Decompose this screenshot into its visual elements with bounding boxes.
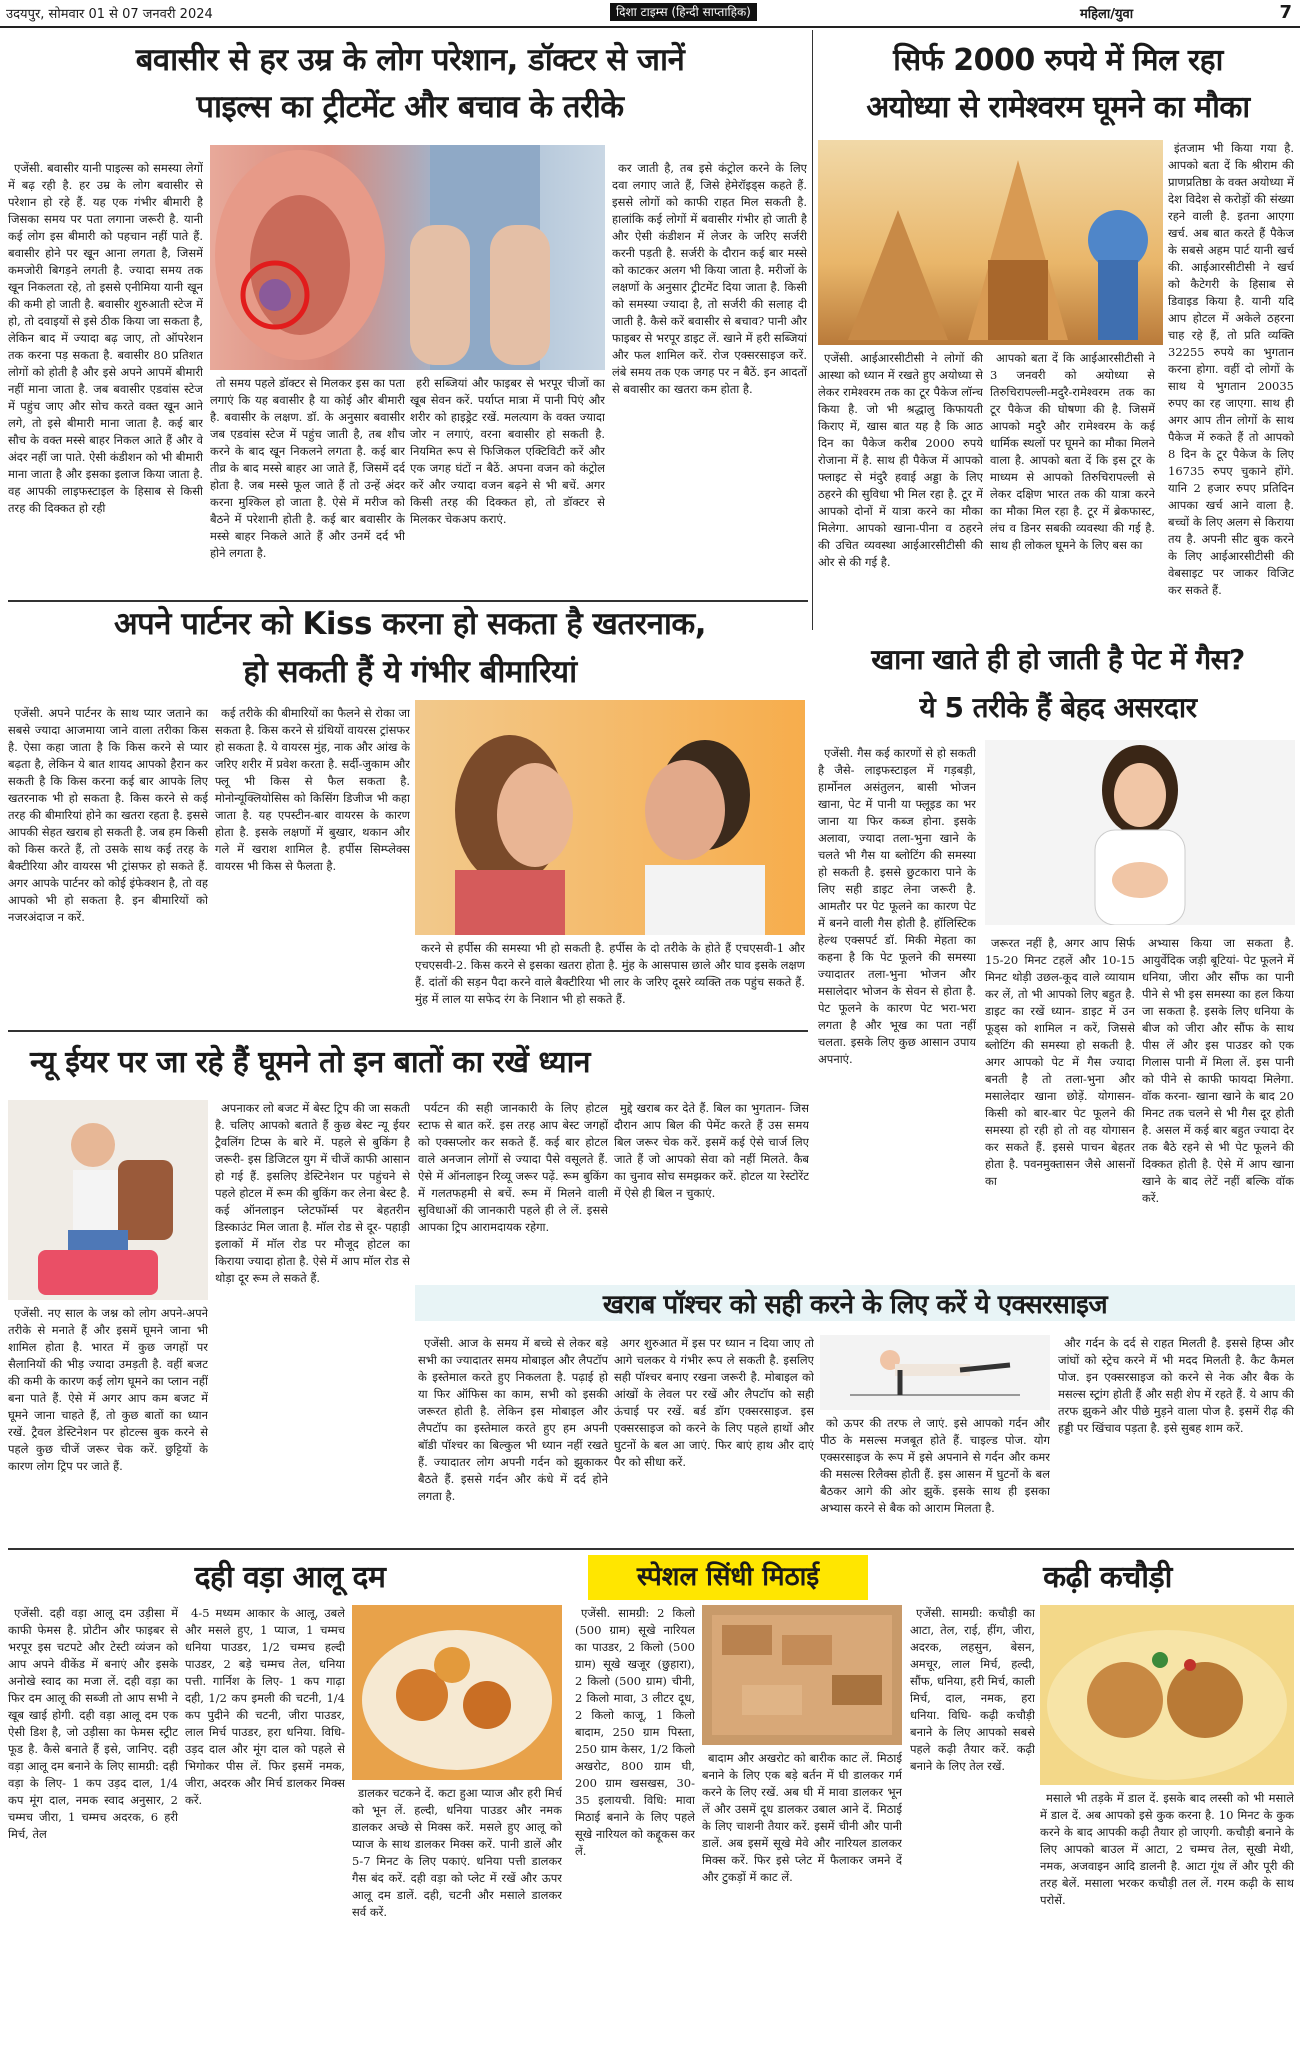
posture-column-1: एजेंसी. आज के समय में बच्चे से लेकर बड़े सभी का ज्यादातर समय मोबाइल और लैपटॉप के इस्तेमाल करते हुए निकलता है. पढ़ाई हो या फिर ऑफिस का काम, सभी को इसकी जरूरत होती है. लेकिन इस मोबाइल और लैपटॉप का इस्तेमाल करते हुए हम अपनी बॉडी पॉश्चर का बिल्कुल भी ध्यान नहीं रखते हैं. ज्यादातर लोग अपनी गर्दन को झुकाकर बैठते हैं. इससे गर्दन और कंधे में दर्द होने लगता है.: [418, 1336, 608, 1503]
kadhi-kachori-image: [1040, 1605, 1294, 1785]
dahi-column-1: एजेंसी. दही वड़ा आलू दम उड़ीसा में काफी फेमस है. प्रोटीन और फाइबर से भरपूर इस चटपटे और टेस्टी व्यंजन को आप अपने वीकेंड में बनाएं और इसके अनोखे स्वाद का मजा लें. दही वड़ा का फिर दम आलू की सब्जी तो आप सभी ने खूब खाई होगी. दही वड़ा आलू दम एक ऐसी डिश है, जो उड़ीसा का फेमस स्ट्रीट फूड है. कैसे बनाते हैं इसे, जानिए. दही वड़ा आलू दम बनाने के लिए सामग्री: दही वड़ा के लिए- 1 कप उड़द दाल, 1/4 कप मूंग दाल, नमक स्वाद अनुसार, 2 चम्मच जीरा, 1 चम्मच अदरक, 6 हरी मिर्च, तेल: [8, 1606, 178, 1841]
kadhi-headline: कढ़ी कचौड़ी: [1043, 1560, 1172, 1595]
sindhi-sweet-art: [702, 1605, 902, 1745]
kiss-headline-line2: हो सकती हैं ये गंभीर बीमारियां: [243, 654, 577, 690]
gas-headline-line2: ये 5 तरीके हैं बेहद असरदार: [919, 691, 1197, 724]
temple-art: [818, 140, 1163, 345]
masthead-paper-name: दिशा टाइम्स (हिन्दी साप्ताहिक): [610, 3, 757, 21]
couple-art: [415, 700, 805, 935]
piles-illustration: [210, 145, 605, 370]
newyear-column-2: अपनाकर लो बजट में बेस्ट ट्रिप की जा सकती है. चलिए आपको बताते हैं कुछ बेस्ट न्यू ईयर ट्रैवलिंग टिप्स के बारे में. पहले से बुकिंग है जरूरी- इस डिजिटल युग में चीजें काफी आसान हो गई हैं. इसलिए डेस्टिनेशन पर पहुंचने से पहले होटल में रूम की बुकिंग कर लेना बेस्ट है. कई ऑनलाइन प्लेटफॉर्म्स पर बेहतरीन डिस्काउंट मिल जाता है. मॉल रोड से दूर- पहाड़ी इलाकों में मॉल रोड पर मौजूद होटल का किराया ज्यादा होता है. ऐसे में आप मॉल रोड से थोड़ा दूर रूम ले सकते हैं.: [215, 1101, 410, 1285]
posture-exercise-image: [820, 1335, 1050, 1410]
piles-headline-line1: बवासीर से हर उम्र के लोग परेशान, डॉक्टर से जानें: [135, 42, 685, 78]
sindhi-sweet-image: [702, 1605, 902, 1745]
ayodhya-headline-line1: सिर्फ 2000 रुपये में मिल रहा: [893, 43, 1223, 78]
piles-column-1: एजेंसी. बवासीर यानी पाइल्स को समस्या लेगों में बढ़ रही है. हर उम्र के लोग बवासीर से परेशान हो रहे हैं. यह एक गंभीर बीमारी है जिसका समय पर पता लगाना जरूरी है. यानी कई लोग इस बीमारी को पहचान नहीं पाते हैं. बवासीर होने पर खून आना लगता है, जिसमें कमजोरी बिगड़ने लगती है. ज्यादा समय तक खून निकलता रहे, तो इससे एनीमिया यानी खून की कमी हो जाती है. बवासीर शुरुआती स्टेज में हो, तो दवाइयों से इसे ठीक किया जा सकता है, लेकिन बाद में ज्यादा बढ़ जाए, तो ऑपरेशन तक करना पड़ सकता है. बवासीर 80 प्रतिशत लोगों को होती है और इसे अपने आपमें बीमारी नहीं माना जाता है. जब बवासीर एडवांस स्टेज में पहुंच जाए और सोच करते वक्त खून आने लगे, तो इसे बीमारी माना जाता है. कई बार सौच के वक्त मस्से बाहर निकल आते हैं और वे अंदर नहीं जा पाते. ऐसी कंडीशन को भी बीमारी माना जाता है और इसका इलाज किया जाता है. वह आपकी लाइफस्टाइल के हिसाब से किसी तरह की दिक्कत हो रही: [8, 161, 203, 515]
kadhi-kachori-art: [1040, 1605, 1294, 1785]
section-rule-2: [8, 1030, 808, 1032]
posture-column-4: और गर्दन के दर्द से राहत मिलती है. इससे हिप्स और जांघों को स्ट्रेच करने में भी मदद मिलती है. कैट कैमल पोज. इन एक्सरसाइज को करने से नेक और बैक के मसल्स स्ट्रांग होती हैं और सही शेप में रहते हैं. ये आप की तरफ झुकने और पीछे मुड़ने वाला पोज है. इसमें रीढ़ की हड्डी पर खिंचाव पड़ता है. इसे सुबह शाम करें.: [1058, 1336, 1294, 1435]
ayodhya-column-3: इंतजाम भी किया गया है. आपको बता दें कि श्रीराम की प्राणप्रतिष्ठा के वक्त अयोध्या में देश विदेश से करोड़ों की संख्या रहने वाली है. इतना आएगा खर्च. अब बात करते हैं पैकेज के सबसे अहम पार्ट यानी खर्च की. आईआरसीटीसी ने खर्च को कैटेगरी के हिसाब से डिवाइड किया है. यानी यदि आप होटल में अकेले ठहरना चाह रहे हैं, तो प्रति व्यक्ति 32255 रुपये का भुगतान करना होगा. वहीं दो लोगों के साथ ये भुगतान 20035 रुपए का रह जाएगा. साथ ही अगर आप तीन लोगों के साथ पैकेज में रुकते हैं तो आपको 8 दिन के टूर पैकेज के लिए 16735 रुपए चुकाने होंगे. यानि 2 हजार रुपए प्रतिदिन आपका खर्च आने वाला है. बच्चों के लिए अलग से किराया तय है. अपनी सीट बुक करने के लिए आईआरसीटीसी की वेबसाइट पर जाकर विजिट कर सकते हैं.: [1168, 141, 1294, 597]
traveler-art: [8, 1100, 208, 1300]
masthead-strip: [0, 0, 1300, 28]
piles-column-2: तो समय पहले डॉक्टर से मिलकर इस का पता लगाएं कि यह बवासीर है या कोई और बीमारी है. बवासीर के लक्षण. डॉ. के अनुसार बवासीर जब एडवांस स्टेज में पहुंच जाती है, तब शौच करने के बाद खून निकलने लगता है. कई बार तीव्र के बाद मस्से बाहर आ जाते हैं, जिसमें दर्द होता है. जब मस्से फूल जाते हैं तो उन्हें अंदर करना मुश्किल हो जाता है. ऐसे में मरीज को बैठने में परेशानी होती है. कई बार बवासीर के मस्से बाहर निकले आते हैं और उनमें दर्द भी होने लगता है.: [210, 376, 405, 560]
kiss-column-3: करने से हर्पीस की समस्या भी हो सकती है. हर्पीस के दो तरीके के होते हैं एचएसवी-1 और एचएसवी-2. किस करने से इसका खतरा होता है. मुंह के आसपास छाले और घाव इसके लक्षण हैं. दांतों की सड़न पैदा करने वाले बैक्टीरिया भी लार के जरिए दूसरे व्यक्ति तक पहुंच सकते हैं. मुंह में लाल या सफेद रंग के निशान भी हो सकते हैं.: [415, 941, 805, 1006]
kiss-couple-image: [415, 700, 805, 935]
kiss-headline-line1: अपने पार्टनर को Kiss करना हो सकता है खतरनाक,: [113, 606, 707, 642]
posture-headline: खराब पॉश्चर को सही करने के लिए करें ये एक्सरसाइज: [415, 1285, 1295, 1321]
posture-column-2: अगर शुरुआत में इस पर ध्यान न दिया जाए तो आगे चलकर ये गंभीर रूप ले सकती है. इसलिए सही पॉश्चर बनाए रखना जरूरी है. मोबाइल को आंखों के लेवल पर रखें और लैपटॉप को सही ऊंचाई पर रखें. बर्ड डॉग एक्सरसाइज. इस एक्सरसाइज को करने के लिए पहले हाथों और घुटनों के बल आ जाएं. फिर बाएं हाथ और दाएं पैर को सीधा करें.: [614, 1336, 814, 1469]
woman-art: [985, 740, 1295, 925]
kadhi-column-2: मसाले भी तड़के में डाल दें. इसके बाद लस्सी को भी मसाले में डाल दें. अब आपको इसे कुक करना है. 10 मिनट के कुक करने के बाद आपकी कढ़ी तैयार हो जाएगी. कचौड़ी बनाने के लिए आपको बाउल में आटा, 2 चम्मच तेल, सूखी मेथी, नमक, अजवाइन आदि डालनी है. आटा गूंथ लें और पूरी की तरह बेलें. मसाला भरकर कचौड़ी तल लें. गरम कढ़ी के साथ परोसें.: [1040, 1791, 1294, 1907]
masthead-date: उदयपुर, सोमवार 01 से 07 जनवरी 2024: [6, 7, 213, 22]
piles-column-3: कर जाती है, तब इसे कंट्रोल करने के लिए दवा लगाए जाते हैं, जिसे हेमेरॉइड्स कहते हैं. इससे लोगों को काफी राहत मिल सकती है. हालांकि कई लोगों में बवासीर गंभीर हो जाती है और ऐसी कंडीशन में लेजर के जरिए सर्जरी करनी पड़ती है. सर्जरी के दौरान कई बार मस्से को काटकर अलग भी किया जाता है. मरीजों के लक्षणों के अनुसार ट्रीटमेंट दिया जाता है. किसी को समस्या ज्यादा है, तो सर्जरी की सलाह दी जाती है. कैसे करें बवासीर से बचाव? पानी और फाइबर से भरपूर डाइट लें. खाने में हरी सब्जियां और फल शामिल करें. रोज एक्सरसाइज करें. लंबे समय तक एक जगह पर न बैठें. इन आदतों से बवासीर का खतरा कम होता है.: [612, 161, 807, 396]
masthead-section: महिला/युवा: [1080, 7, 1134, 22]
ayodhya-temple-image: [818, 140, 1163, 345]
ayodhya-column-2: आपको बता दें कि आईआरसीटीसी ने 3 जनवरी को अयोध्या से तिरुचिरापल्ली-मदुरै-रामेश्वरम तक का टूर पैकेज की घोषणा की है. जिसमें आपको मदुरै और रामेश्वरम के कई धार्मिक स्थलों पर घूमने का मौका मिलने वाला है. आपको बता दें कि इस टूर के माध्यम से आपको तिरुचिरापल्ली से लेकर दक्षिण भारत तक की यात्रा करने का मौका मिल रहा है. टूर में ब्रेकफास्ट, लंच व डिनर सबकी व्यवस्था की गई है. साथ ही लोकल घूमने के लिए बस का: [990, 351, 1155, 552]
dahi-column-2: 4-5 मध्यम आकार के आलू, उबले और मसले हुए, 1 प्याज, 1 चम्मच धनिया पाउडर, 1/2 चम्मच हल्दी पाउडर, 2 बड़े चम्मच तेल, धनिया पत्ती. गार्निश के लिए- 1 कप गाढ़ा दही, 1/2 कप इमली की चटनी, 1/4 कप पुदीने की चटनी, जीरा पाउडर, लाल मिर्च पाउडर, हरा धनिया. विधि- उड़द दाल और मूंग दाल को पहले से भिगोकर पीस लें. फिर इसमें नमक, जीरा, अदरक और मिर्च डालकर मिक्स करें.: [185, 1606, 345, 1807]
dahi-vada-art: [352, 1605, 562, 1780]
ayodhya-column-1: एजेंसी. आईआरसीटीसी ने लोगों की आस्था को ध्यान में रखते हुए अयोध्या से लेकर रामेश्वरम तक का टूर पैकेज लॉन्च किया है. जो भी श्रद्धालु किफायती किराए में, खास बात यह है कि आठ दिन का पैकेज करीब 2000 रुपये रोजाना में है. साथ ही पैकेज में आपको फ्लाइट से मंदुरै हवाई अड्डा के लिए ठहरने की सुविधा भी मिल रहा है. टूर में आपको दोनों में यात्रा करने का मौका मिलेगा. आपको खाना-पीना व ठहरने की उचित व्यवस्था आईआरसीटीसी की ओर से की गई है.: [818, 351, 983, 569]
gas-column-3: अभ्यास किया जा सकता है. आयुर्वेदिक जड़ी बूटियां- पेट फूलने में धनिया, जीरा और सौंफ का पानी पीने से भी इस समस्या का हल किया जा सकता है. इसके लिए धनिया के बीज को जीरा और सौंफ के साथ पीस लें और इस पाउडर को एक गिलास पानी में मिला लें. इस पानी को पीने से काफी फायदा मिलेगा. वॉक करना- खाना खाने के बाद 20 मिनट तक चलने से भी गैस दूर होती है. असल में कई बार बहुत ज्यादा देर तक बैठे रहने से भी पेट फूलने की दिक्कत होती है. ऐसे में आप खाना खाने के बाद लेटें नहीं बल्कि वॉक करें.: [1142, 936, 1294, 1205]
newyear-headline: न्यू ईयर पर जा रहे हैं घूमने तो इन बातों का रखें ध्यान: [30, 1045, 591, 1080]
piles-headline-line2: पाइल्स का ट्रीटमेंट और बचाव के तरीके: [196, 89, 624, 125]
kiss-column-1: एजेंसी. अपने पार्टनर के साथ प्यार जताने का सबसे ज्यादा आजमाया जाने वाला तरीका किस है. ऐसा कहा जाता है कि किस करने से प्यार बढ़ता है, लेकिन ये बात शायद आपको हैरान कर सकती है कि किस करना कई बार आपके लिए खतरनाक भी हो सकता है. किस करने से कई तरह की बीमारियां होने का खतरा रहता है. इससे आपकी सेहत खराब हो सकती है. जब हम किसी को किस करते हैं, तो उसके साथ कई तरह के बैक्टीरिया और वायरस भी ट्रांसफर हो सकते हैं. अगर आपके पार्टनर को कोई इंफेक्शन है, तो वह आपको भी हो सकता है. इन बीमारियों को नजरअंदाज न करें.: [8, 706, 208, 924]
kiss-column-2: कई तरीके की बीमारियों का फैलने से रोका जा सकता है. किस करने से ग्रंथियों वायरस ट्रांसफर हो सकता है. ये वायरस मुंह, नाक और आंख के जरिए शरीर में प्रवेश करता है. सर्दी-जुकाम और फ्लू भी किस से फैल सकता है. मोनोन्यूक्लियोसिस को किसिंग डिजीज भी कहा जाता है. यह एपस्टीन-बार वायरस के कारण होता है. इसके लक्षणों में बुखार, थकान और गले में खराश शामिल है. हर्पीस सिम्प्लेक्स वायरस भी किस से फैलता है.: [215, 706, 410, 873]
dahi-headline: दही वड़ा आलू दम: [194, 1560, 386, 1595]
exercise-art: [820, 1335, 1050, 1410]
newyear-column-4: मुद्दे खराब कर देते हैं. बिल का भुगतान- जिस दौरान आप बिल की पेमेंट करते हैं उस समय बिल जरूर चेक करें. इसमें कई ऐसे चार्ज लिए जाते हैं जो आपको सेवा को नहीं मिलते. कैब का चुनाव सोच समझकर करें. होटल या रेस्टोरेंट में ऐसे ही बिल न चुकाएं.: [614, 1101, 809, 1200]
ayodhya-headline-line2: अयोध्या से रामेश्वरम घूमने का मौका: [866, 90, 1250, 125]
kadhi-column-1: एजेंसी. सामग्री: कचौड़ी का आटा, तेल, राई, हींग, जीरा, अदरक, लहसुन, बेसन, अमचूर, लाल मिर्च, हल्दी, सौंफ, धनिया, हरी मिर्च, काली मिर्च, दाल, नमक, हरा धनिया. विधि- कढ़ी कचौड़ी बनाने के लिए आपको सबसे पहले कढ़ी तैयार करें. कढ़ी बनाने के लिए तेल रखें.: [910, 1606, 1035, 1773]
newyear-traveler-image: [8, 1100, 208, 1300]
sindhi-column-2: बादाम और अखरोट को बारीक काट लें. मिठाई बनाने के लिए एक बड़े बर्तन में घी डालकर गर्म करने के लिए रखें. अब घी में मावा डालकर भून लें और उसमें दूध डालकर उबाल आने दें. मिठाई के लिए चाशनी तैयार करें. इसमें चीनी और पानी डालें. अब इसमें सूखे मेवे और नारियल डालकर मिक्स करें. फिर इसे प्लेट में फैलाकर जमने दें और टुकड़ों में काट लें.: [702, 1751, 902, 1884]
sindhi-headline: स्पेशल सिंधी मिठाई: [588, 1555, 868, 1600]
piles-column-3b: हरी सब्जियां और फाइबर से भरपूर चीजों का खूब सेवन करें. पर्याप्त मात्रा में पानी पिएं और शरीर को हाइड्रेट रखें. मलत्याग के वक्त ज्यादा जोर न लगाएं, वरना बवासीर हो सकती है. नियमित रूप से फिजिकल एक्टिविटी करें और एक जगह घंटों न बैठें. अपना वजन को कंट्रोल करें और ज्यादा वजन बढ़ने से भी बचें. अगर किसी तरह की दिक्कत हो, तो डॉक्टर से मिलकर चेकअप कराएं.: [410, 376, 605, 526]
gas-headline-line1: खाना खाते ही हो जाती है पेट में गैस?: [871, 643, 1245, 676]
posture-column-3: को ऊपर की तरफ ले जाएं. इसे आपको गर्दन और पीठ के मसल्स मजबूत होते हैं. चाइल्ड पोज. योग एक्सरसाइज के रूप में इसे अपनाने से गर्दन और कमर की मसल्स रिलैक्स होती हैं. इस आसन में घुटनों के बल बैठकर आगे की ओर झुकें. इसके साथ ही इसका अभ्यास करने से बैक को आराम मिलता है.: [820, 1416, 1050, 1515]
sindhi-column-1: एजेंसी. सामग्री: 2 किलो (500 ग्राम) सूखे नारियल का पाउडर, 2 किलो (500 ग्राम) सूखे खजूर (छुहारा), 2 किलो (500 ग्राम) चीनी, 2 किलो मावा, 3 लीटर दूध, 2 किलो काजू, 1 किलो बादाम, 250 ग्राम पिस्ता, 250 ग्राम केसर, 1/2 किलो अखरोट, 800 ग्राम घी, 200 ग्राम खसखस, 30-35 इलायची. विधि: मावा मिठाई बनाने के लिए पहले सूखे नारियल को कद्दूकस कर लें.: [575, 1606, 695, 1858]
page-number: 7: [1279, 2, 1292, 23]
gas-woman-image: [985, 740, 1295, 925]
newyear-column-3: पर्यटन की सही जानकारी के लिए होटल स्टाफ से बात करें. इस तरह आप बेस्ट जगहों को एक्सप्लोर कर सकते हैं. कई बार होटल वाले अनजान लोगों से ज्यादा पैसे वसूलते हैं. ऐसे में ऑनलाइन रिव्यू जरूर पढ़ें. रूम बुकिंग में गलतफहमी से बचें. रूम में मिलने वाली सुविधाओं की जानकारी पहले ही ले लें. इससे आपका ट्रिप आरामदायक रहेगा.: [418, 1101, 608, 1234]
column-divider: [812, 30, 813, 630]
gas-column-1: एजेंसी. गैस कई कारणों से हो सकती है जैसे- लाइफस्टाइल में गड़बड़ी, हार्मोनल असंतुलन, बासी भोजन खाना, पेट में पानी या फ्लूइड का भर जाना या फिर कब्ज होना. इसके अलावा, ज्यादा तला-भुना खाने के चलते भी गैस या ब्लोटिंग की समस्या हो सकती है. इससे छुटकारा पाने के लिए सही डाइट लेना जरूरी है. आमतौर पर पेट फूलने का कारण पेट में बनने वाली गैस होती है. हॉलिस्टिक हेल्थ एक्सपर्ट डॉ. मिकी मेहता का कहना है कि पेट फूलने की समस्या ज्यादातर तला-भुना भोजन और मसालेदार भोजन के सेवन से होता है. पेट फूलने के कारण पेट भरा-भरा लगता है और भूख का पता नहीं चलता. इसके लिए कुछ आसान उपाय अपनाएं.: [818, 746, 976, 1066]
gas-column-2: जरूरत नहीं है, अगर आप सिर्फ 15-20 मिनट टहलें और 10-15 मिनट थोड़ी उछल-कूद वाले व्यायाम कर लें, तो भी आपको लिए बहुत है. डाइट का रखें ध्यान- डाइट में उन फूड्स को शामिल न करें, जिससे ब्लोटिंग की समस्या हो सकती है. अगर आपको पेट में गैस ज्यादा बनती है तो तला-भुना और मसालेदार खाना छोड़ें. योगासन- किसी को बार-बार पेट फूलने की समस्या हो रही हो तो वह योगासन कर सकते हैं. इससे पाचन बेहतर होता है. पवनमुक्तासन जैसे आसनों का: [985, 936, 1135, 1188]
dahi-vada-image: [352, 1605, 562, 1780]
newyear-column-1: एजेंसी. नए साल के जश्न को लोग अपने-अपने तरीके से मनाते हैं और इसमें घूमने जाना भी शामिल होता है. भारत में कुछ जगहों पर सैलानियों की भीड़ ज्यादा उमड़ती है. वहीं बजट की कमी के कारण कई लोग घूमने का प्लान नहीं बना पाते हैं. ऐसे में अगर आप कम बजट में घूमने जाना चाहते हैं, तो कुछ बातों का ध्यान रखें. ट्रैवल डेस्टिनेशन पर होटल्स बुक करने से पहले कुछ चीजें जरूर चेक करें. छुट्टियों के कारण लोग ट्रिप पर जाते हैं.: [8, 1306, 208, 1473]
piles-image-art: [210, 145, 605, 370]
section-rule-3: [8, 1548, 1294, 1550]
dahi-column-3: डालकर चटकने दें. कटा हुआ प्याज और हरी मिर्च को भून लें. हल्दी, धनिया पाउडर और नमक डालकर अच्छे से मिक्स करें. मसले हुए आलू को प्याज के साथ डालकर मिक्स करें. पानी डालें और 5-7 मिनट के लिए पकाएं. धनिया पत्ती डालकर गैस बंद करें. दही वड़ा को प्लेट में रखें और ऊपर आलू दम डालें. दही, चटनी और मसाले डालकर सर्व करें.: [352, 1786, 562, 1919]
